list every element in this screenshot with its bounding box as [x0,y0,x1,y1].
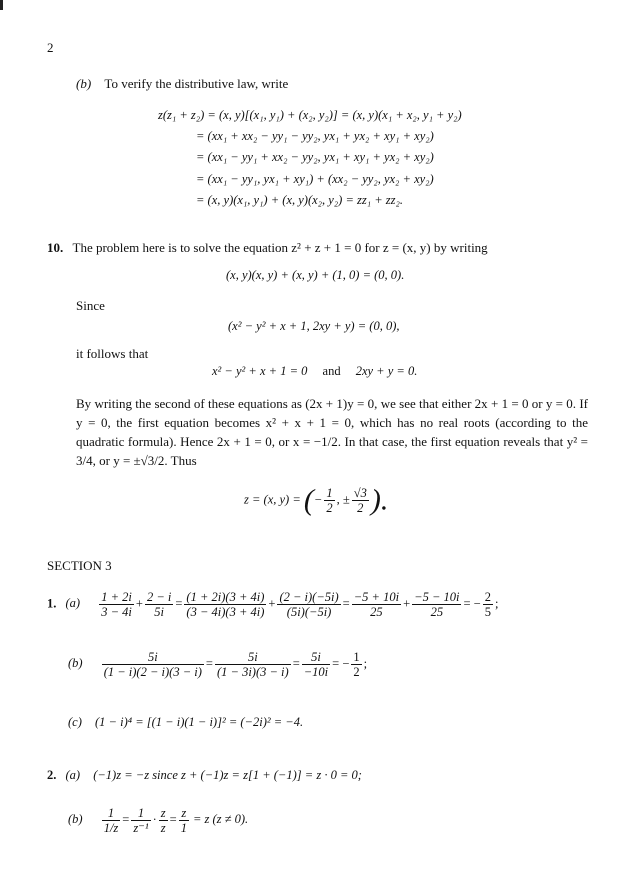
p1b-f3-num: 5i [302,650,330,665]
p1a-f7-num: 2 [484,590,491,604]
problem-2b: (b) $\frac{1}{1/z}$ = $\frac{1}{\text{z⁻¹}}$ · $\frac{z}{z}$ = $\frac{z}{1}$ = z (z ≠ 0). [68,806,249,835]
p2b-frac-1 [102,806,121,835]
problem-1c-expr: (1 − i)⁴ = [(1 − i)(1 − i)]² = (−2i)² = −4. [95,715,304,729]
p1a-f4-num: (2 − i)(−5i) [279,590,339,604]
final-comma: , [336,492,340,507]
p1a-f1-den: 3 − 4i [101,605,132,619]
p2b-f1-num: 1 [102,806,121,821]
p1b-frac-4 [351,650,361,679]
distributive-line-4: = (xx₁ − yy₁, yx₁ + xy₁) + (xx₂ − yy₂, yx₂ + xy₂) [196,172,434,186]
distributive-line-2: = (xx₁ + xx₂ − yy₁ − yy₂, yx₁ + yx₂ + xy₁ + xy₂) [196,129,434,143]
page-number: 2 [47,40,54,55]
problem-10-since: Since [76,298,105,313]
p1a-f4-den: (5i)(−5i) [286,605,332,619]
problem-10-eq3 [212,363,417,379]
section-3-heading: SECTION 3 [47,558,112,573]
final-minus: − [313,492,323,507]
part-b-label: (b) [76,76,92,91]
p1a-frac-5 [352,590,401,619]
final-fraction-1 [324,486,334,515]
problem-1c-label: (c) [68,715,82,729]
eq3-and: and [322,364,341,378]
p1a-f3-num: (1 + 2i)(3 + 4i) [186,590,265,604]
p1a-f5-num: −5 + 10i [353,590,400,604]
problem-10-heading [47,240,488,256]
p2b-frac-3 [159,806,168,835]
p1a-f6-num: −5 − 10i [414,590,460,604]
p1a-frac-1 [99,590,134,619]
final-pm: ± [342,492,350,507]
p1a-f1-num: 1 + 2i [101,590,132,604]
p1a-frac-4 [277,590,340,619]
problem-1a-label: (a) [65,596,81,611]
problem-10-eq1: (x, y)(x, y) + (x, y) + (1, 0) = (0, 0). [226,268,405,282]
p1b-f4-den: 2 [353,665,360,679]
p2b-frac-2 [131,806,150,835]
problem-1-number: 1. [47,596,57,611]
p1a-f6-den: 25 [430,605,444,619]
problem-1b: (b) $\frac{5i}{(1 - i)(2 - i)(3 - i)}$ = $\frac{5i}{(1 - 3i)(3 - i)}$ = $\frac{5i}{-10i}$ = − $\frac{1}{2}$ ; [68,650,368,679]
part-b-heading [76,76,288,92]
eq3-first: x² − y² + x + 1 = 0 [212,364,308,378]
problem-10-follows: it follows that [76,346,149,361]
p1a-frac-3 [184,590,266,619]
p1a-f2-den: 5i [154,605,165,619]
p1a-frac-2 [145,590,173,619]
problem-10-number: 10. [47,240,64,255]
p1b-f1-num: 5i [102,650,204,665]
part-b-intro: To verify the distributive law, write [104,76,289,91]
problem-10-paragraph: By writing the second of these equations as (2x + 1)y = 0, we see that either 2x + 1 = 0 or y = 0. If y = 0, the first equation becomes x² + x + 1 = 0, which has no real roots (according to the quadratic formula). Hence 2x + 1 = 0, or x = −1/2. In that case, the first equation reveals that y² = 3/4, or y = ±√3/2. Thus [76,396,588,468]
p1b-f2-num: 5i [215,650,291,665]
p1b-f1-den: (1 − i)(2 − i)(3 − i) [103,665,202,679]
p1b-frac-1 [102,650,204,679]
final-f1-den: 2 [326,501,333,515]
p2b-frac-4 [179,806,189,835]
p1a-f7-den: 5 [484,605,491,619]
p1b-frac-2 [215,650,291,679]
problem-2b-label: (b) [68,812,83,827]
p1b-frac-3 [302,650,330,679]
problem-10-eq2: (x² − y² + x + 1, 2xy + y) = (0, 0), [228,319,400,333]
problem-1a: 1. (a) $\frac{1 + 2i}{3 - 4i}$ + $\frac{2 - i}{5i}$ = $\frac{(1 + 2i)(3 + 4i)}{(3 - 4i)(3 + 4i)}$ + $\frac{(2 - i)(-5i)}{(5i)(-5i)}$ = $\frac{-5 + 10i}{25}$ + $\frac{-5 - 10i}{25}$ = − $\frac{2}{5}$ ; [47,590,499,619]
p1b-f3-den: −10i [303,665,329,679]
problem-2-number: 2. [47,768,57,782]
problem-2a-expr: (−1)z = −z since z + (−1)z = z[1 + (−1)] = z · 0 = 0; [93,768,362,782]
p2b-f1-den: 1/z [103,821,119,835]
final-fraction-2 [352,486,369,515]
p2b-f3-den: z [160,821,166,835]
problem-2a-label: (a) [65,768,81,782]
final-f1-num: 1 [326,486,333,500]
distributive-line-1: z(z₁ + z₂) = (x, y)[(x₁, y₁) + (x₂, y₂)] = (x, y)(x₁ + x₂, y₁ + y₂) [158,108,462,122]
p2b-tail: = z (z ≠ 0). [192,812,249,827]
final-f2-den: 2 [357,501,364,515]
final-f2-num: √3 [353,486,367,500]
p2b-f3-num: z [160,806,166,820]
problem-1c [68,714,303,730]
problem-10-intro: The problem here is to solve the equation z² + z + 1 = 0 for z = (x, y) by writing [72,240,488,255]
p2b-f2-num: 1 [131,806,150,821]
distributive-line-5: = (x, y)(x₁, y₁) + (x, y)(x₂, y₂) = zz₁ + zz₂. [196,193,403,207]
p1a-f5-den: 25 [370,605,383,619]
problem-1b-label: (b) [68,656,83,671]
final-lhs: z = (x, y) = [244,492,301,507]
problem-2a [47,767,362,783]
p1b-f2-den: (1 − 3i)(3 − i) [216,665,289,679]
problem-10-final [244,483,389,517]
distributive-line-3: = (xx₁ − yy₁ + xx₂ − yy₂, yx₁ + xy₁ + yx₂ + xy₂) [196,150,434,164]
final-close-paren: ). [370,483,389,517]
p1a-frac-7 [483,590,493,619]
p2b-f2-den: z⁻¹ [133,821,149,835]
eq3-second: 2xy + y = 0. [355,364,418,378]
final-open-paren: ( [303,483,314,517]
p1b-f4-num: 1 [353,650,360,664]
p1a-f2-num: 2 − i [146,590,172,604]
p2b-f4-num: z [179,806,189,821]
p2b-f4-den: 1 [180,821,187,835]
p1a-frac-6 [412,590,461,619]
scan-mark [0,0,3,10]
p1a-f3-den: (3 − 4i)(3 + 4i) [186,605,265,619]
